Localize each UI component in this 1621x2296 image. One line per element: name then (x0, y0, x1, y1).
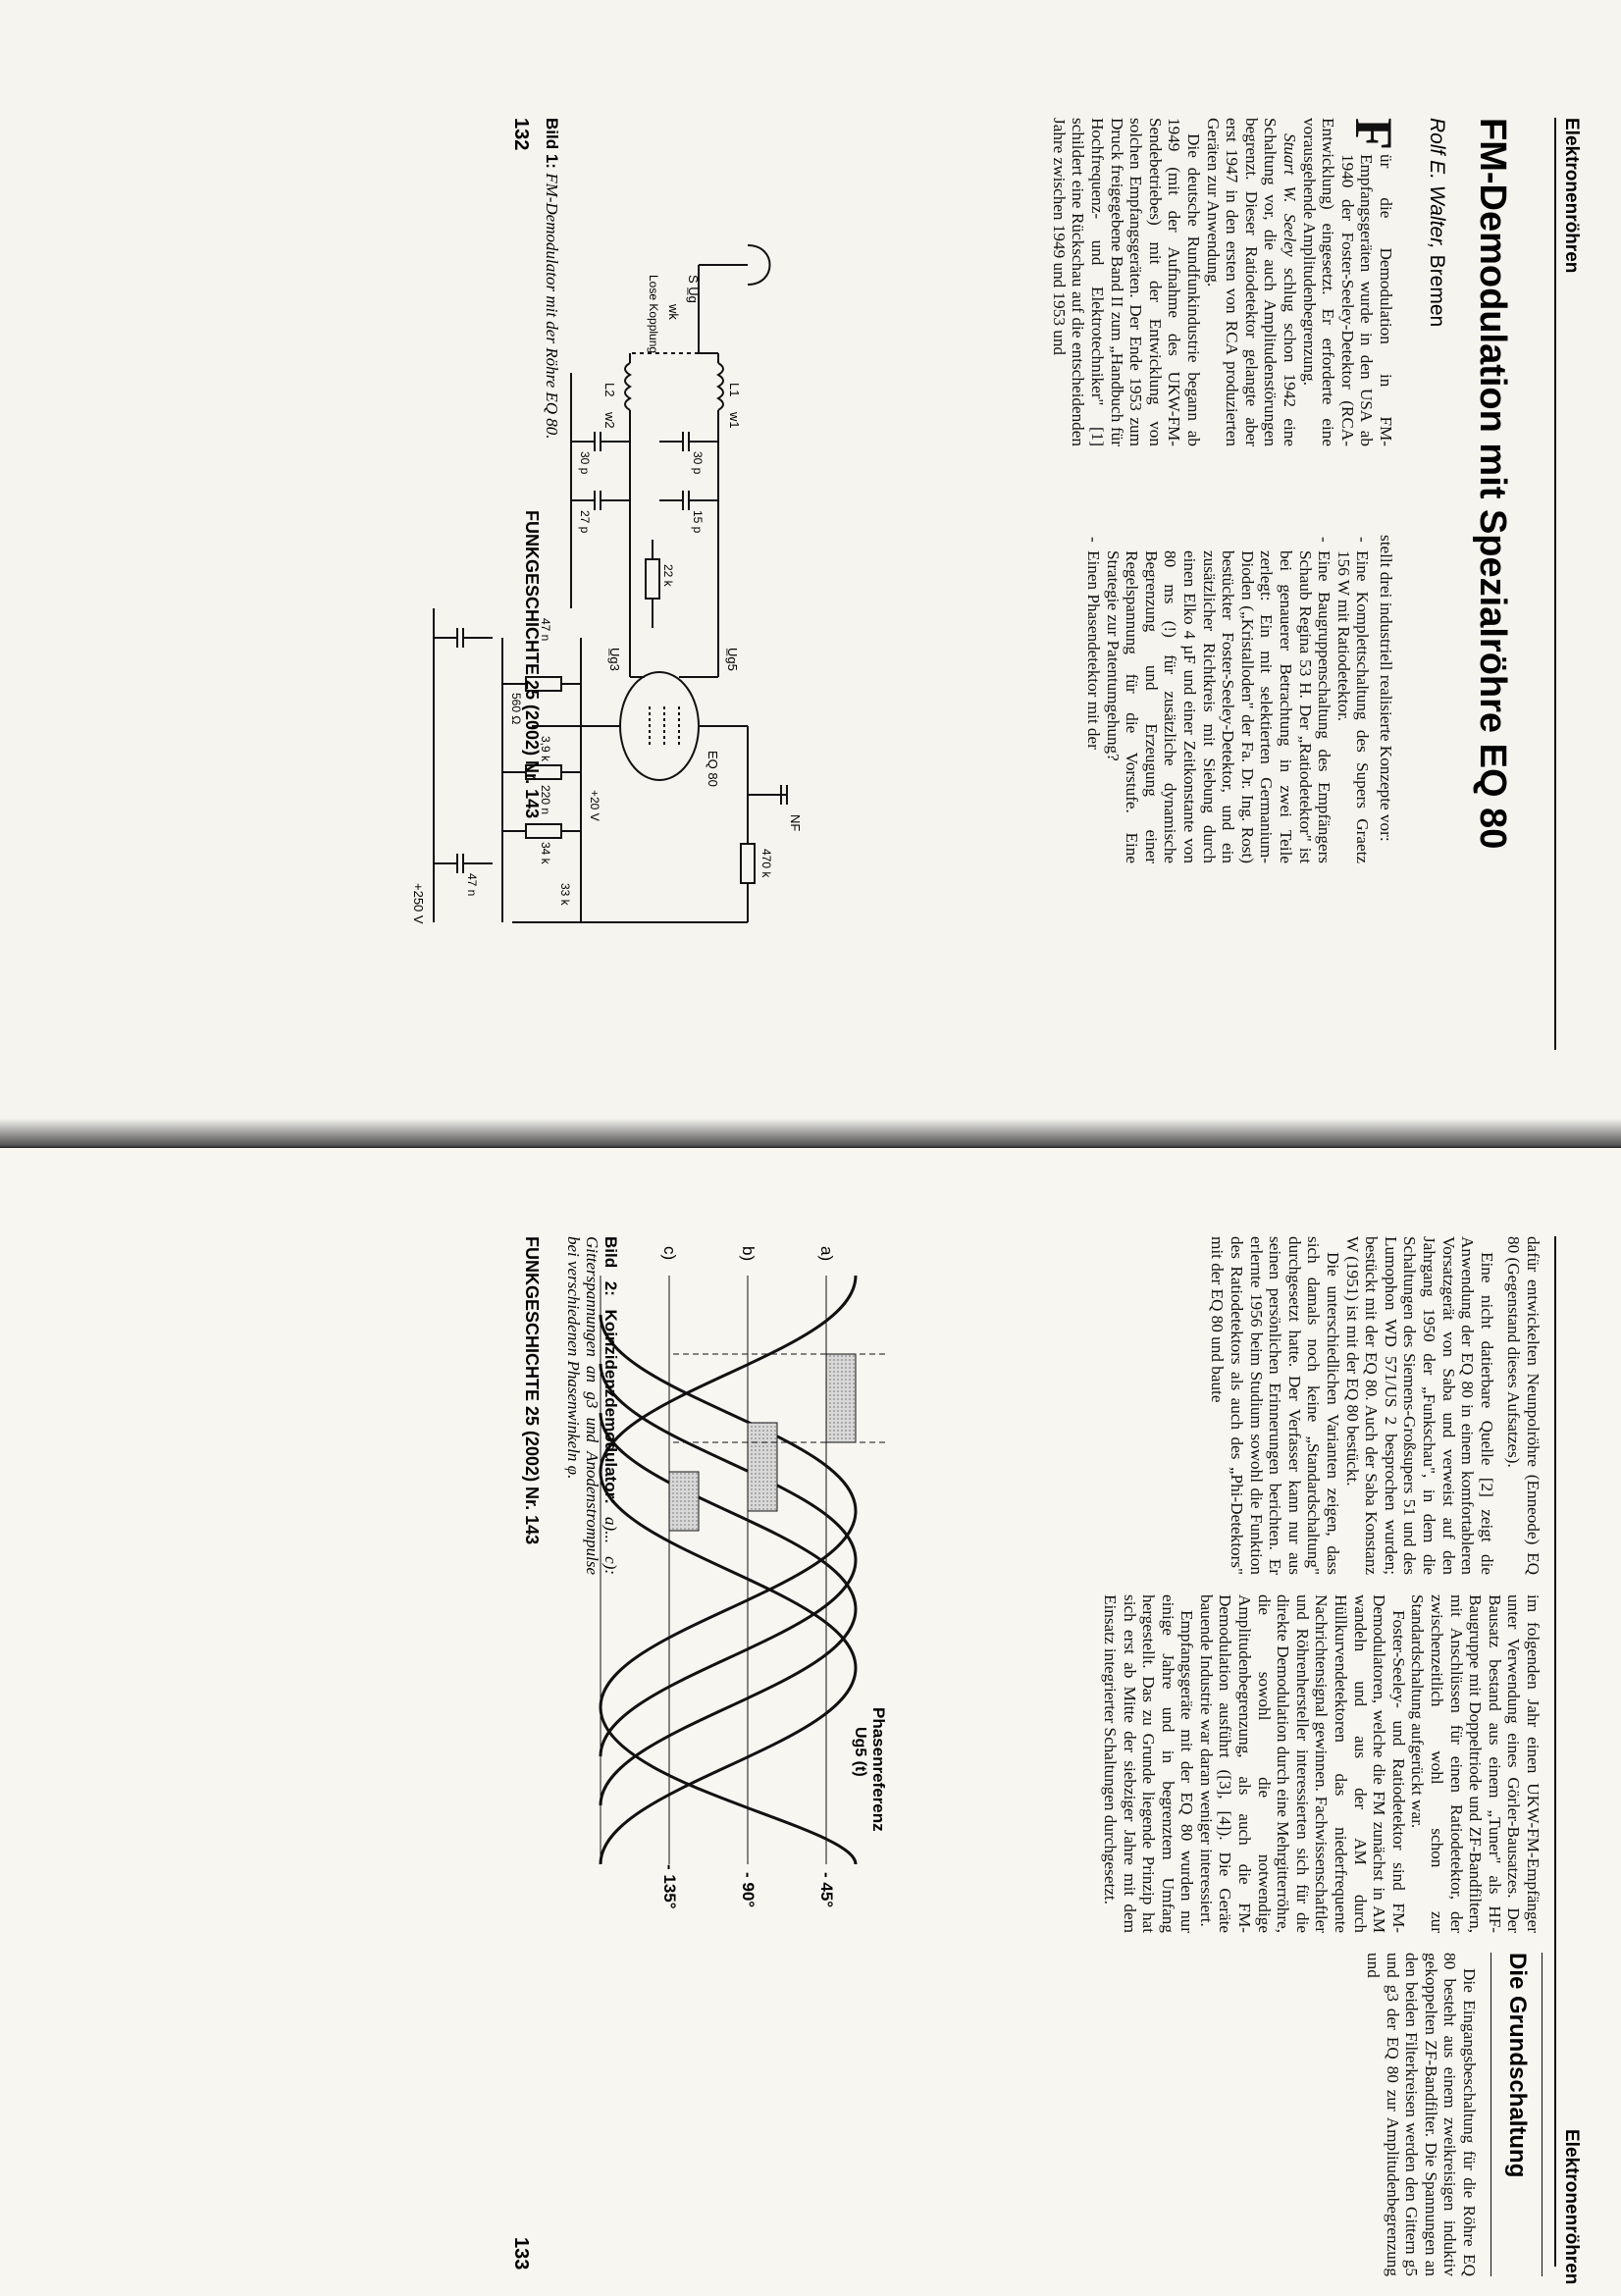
pulse-b (748, 1423, 777, 1511)
label-wk: wk (666, 304, 681, 320)
section-heading: Die Grundschaltung (1504, 1953, 1531, 2178)
footer: FUNKGESCHICHTE 25 (2002) Nr. 143 (522, 1236, 542, 1545)
section-rule (1490, 1953, 1491, 2276)
label-3-9k: 3,9 k (539, 736, 552, 762)
label-w1: w1 (727, 412, 742, 429)
paragraph: Die deutsche Rundfunkindustrie begann ab 1949 (mit der Aufnahme des UKW-FM-Sendebetriebes) mit der Entwicklung von solchen Empfangsgeräten. Der Ende 1953 zum Druck freigegebene Band II zum „Handbuch für Hochfrequenz- und Elektrotechniker" [1] schildert eine Rückschau auf die entscheidenden Jahre zwischen 1949 und 1953 und (1049, 118, 1204, 446)
figure-1-circuit (385, 216, 807, 962)
footer: FUNKGESCHICHTE 25 (2002) Nr. 143 (522, 510, 542, 819)
text-column-2 (1100, 1594, 1543, 1933)
caption-title: Koinzidenzdemodulator: (601, 1295, 620, 1504)
label-ug5: U̲g5 (725, 648, 740, 671)
text-column-3 (1363, 1953, 1479, 2276)
label-sug: S U̲g (686, 275, 701, 303)
phase-label-c: - 135° (660, 1864, 679, 1909)
label-560-ohm: 560 Ω (509, 693, 523, 725)
figure-2-waveforms (581, 1236, 895, 1923)
caption-text: a)... c): Gitterspannungen an g3 und Anodenstrompulse bei verschiedenen Phasenwinkeln φ. (564, 1236, 620, 1576)
list-item: - Eine Komplettschaltung des Supers Graetz 156 W mit Ratiodetektor. (1333, 535, 1372, 863)
list-item: - Einen Phasendetektor mit der (1084, 535, 1104, 863)
paragraph: Die unterschiedlichen Varianten zeigen, dass sich damals noch keine „Standardschaltung" durchgesetzt hatte. Der Verfasser kann nur aus seinen persönlichen Erinnerungen berichten. Er erlernte 1956 beim Studium sowohl die Funktion des Ratiodetektors als auch des „Phi-Detektors" mit der EQ 80 und baute (1208, 1236, 1343, 1575)
section-rule (1542, 1953, 1543, 2276)
article-title: FM-Demodulation mit Spezialröhre EQ 80 (1472, 118, 1513, 850)
paragraph: Foster-Seeley- und Ratiodetektor sind FM-Demodulatoren, welche die FM zunächst in AM wandeln und aus der AM durch Hüllkurvendetektoren das niederfrequente Nachrichtensignal gewinnen. Fachwissenschaftler und Röhrenhersteller interessierten sich für die direkte Demodulation durch eine Mehrgitterröhre, die sowohl die notwendige Amplitudenbegrenzung, als auch die FM-Demodulation ausführt ([3], [4]). Die Geräte bauende Industrie war daran weniger interessiert. (1196, 1594, 1408, 1933)
label-lose-kopplung: Lose Kopplung (647, 275, 660, 354)
coil-l1 (718, 363, 723, 410)
author-city: Bremen (1426, 248, 1448, 328)
label-250v: +250 V (411, 883, 426, 924)
phase-label-a: - 45° (817, 1872, 836, 1908)
pulse-a (826, 1354, 856, 1442)
coil-l2 (625, 363, 630, 410)
row-label-c: c) (660, 1246, 679, 1261)
label-15p: 15 p (691, 510, 705, 534)
running-head: Elektronenröhren (1561, 118, 1582, 274)
paragraph: dafür entwickelten Neunpolröhre (Enneode) EQ 80 (Gegenstand dieses Aufsatzes). (1504, 1236, 1543, 1575)
row-label-b: b) (739, 1246, 758, 1262)
paragraph: Empfangsgeräte mit der EQ 80 wurden nur einige Jahre und in begrenztem Umfang hergestellt. Das zu Grunde liegende Prinzip hat sich erst ab Mitte der siebziger Jahre mit dem Einsatz integrierter Schaltungen durchgesetzt. (1100, 1594, 1197, 1933)
header-rule (1554, 1236, 1556, 2267)
page-133-rotated (0, 1148, 1621, 2296)
text-column-1 (1208, 1236, 1543, 1575)
caption-label: Bild 2: (601, 1236, 620, 1296)
paragraph: Eine nicht datierbare Quelle [2] zeigt die Anwendung der EQ 80 in einem komfortableren Vorsatzgerät von Saba und verweist auf den Jahrgang 1950 der „Funkschau", in dem die Schaltungen des Siemens-Großsupers 51 und des Lumophon WD 571/US 2 besprochen wurden; bestückt mit der EQ 80. Auch der Saba Konstanz W (1951) ist mit der EQ 80 bestückt. (1342, 1236, 1496, 1575)
label-47n-a: 47 n (539, 618, 552, 642)
label-ug3: U̲g3 (607, 648, 622, 671)
caption-label: Bild 1: (543, 118, 561, 169)
figure-2-caption (564, 1236, 620, 1575)
label-eq80: EQ 80 (706, 751, 720, 787)
page-number: 133 (510, 2237, 532, 2270)
label-30p-a: 30 p (691, 451, 705, 475)
paragraph: stellt drei industriell realisierte Konzepte vor: (1377, 535, 1395, 842)
text-column-1 (1049, 118, 1403, 446)
label-phasenreferenz: Phasenreferenz (869, 1707, 888, 1832)
drop-cap: F (1344, 118, 1403, 150)
tube-eq80 (620, 672, 699, 780)
person-name: Stuart W. Seeley (1281, 133, 1300, 257)
label-30p-b: 30 p (578, 451, 592, 475)
page-number: 132 (510, 118, 532, 151)
reference-wave (601, 1276, 856, 1864)
page-133 (0, 1148, 1621, 2296)
label-470k: 470 k (759, 849, 773, 878)
header-rule (1554, 118, 1556, 1050)
label-220n: 220 n (539, 785, 552, 815)
antenna-symbol (748, 245, 770, 285)
label-ug5t: Ug5 (t) (852, 1727, 868, 1777)
author-name: Rolf E. Walter, (1426, 118, 1448, 249)
figure-1-caption (543, 118, 561, 805)
caption-text: FM-Demodulator mit der Röhre EQ 80. (543, 168, 561, 440)
paragraph: ür die Demodulation in FM-Empfangsgeräten wurde in den USA ab 1940 der Foster-Seeley-Detektor (RCA-Entwicklung) eingesetzt. Er erforderte eine vorausgehende Amplitudenbegrenzung. (1299, 118, 1395, 446)
phase-label-b: - 90° (739, 1872, 758, 1908)
label-27p: 27 p (578, 510, 592, 534)
pulse-c (669, 1472, 699, 1531)
label-22k: 22 k (661, 564, 675, 587)
wave-a (601, 1315, 856, 1864)
wave-b (601, 1364, 856, 1756)
label-w2: w2 (602, 412, 617, 429)
label-33k: 33 k (558, 883, 572, 906)
concept-list (1084, 535, 1373, 863)
label-34k: 34 k (539, 842, 552, 864)
row-label-a: a) (817, 1246, 836, 1262)
label-47n-b: 47 n (465, 873, 479, 897)
label-nf: NF (788, 814, 803, 832)
text-column-2 (1084, 535, 1396, 863)
author-line (1425, 118, 1448, 327)
label-20v: +20 V (588, 790, 601, 821)
running-head: Elektronenröhren (1561, 2129, 1582, 2285)
label-l2: L2 (602, 383, 617, 397)
paragraph: schlug schon 1942 eine Schaltung vor, die auch Amplitudenstörungen begrenzt. Dieser Ratiodetektor gelangte aber erst 1947 in den ersten von RCA produzierten Geräten zur Anwendung. (1203, 118, 1300, 446)
list-item: - Eine Baugruppenschaltung des Empfängers Schaub Regina 53 H. Der „Ratiodetektor" ist bei genauerer Betrachtung in zwei Teile zerlegt: Ein mit selektierten Germanium-Dioden („Kristalloden" der Fa. Dr. Ing. Rost) bestückter Foster-Seeley-Detektor, und ein zusätzlicher Richtkreis mit Siebung durch einen Elko 4 µF und einer Zeitkonstante von 80 ms (!) für zusätzliche dynamische Begrenzung und Erzeugung einer Regelspannung für die Vorstufe. Eine Strategie zur Patentumgehung? (1103, 535, 1333, 863)
label-l1: L1 (727, 383, 742, 397)
paragraph: Die Eingangsbeschaltung für die Röhre EQ 80 besteht aus einem zweikreisigen induktiv gekoppelten ZF-Bandfilter. Die Spannungen an den beiden Filterkreisen werden den Gittern g5 und g3 der EQ 80 zur Amplitudenbegrenzung und (1364, 1953, 1479, 2276)
paragraph: im folgenden Jahr einen UKW-FM-Empfänger unter Verwendung eines Görler-Bausatzes. Der Bausatz bestand aus einem „Tuner" als HF-Baugruppe mit Doppeltriode und ZF-Bandfiltern, mit Anschlüssen für einen Ratiodetektor, der zwischenzeitlich wohl schon zur Standardschaltung aufgerückt war. (1408, 1594, 1543, 1933)
